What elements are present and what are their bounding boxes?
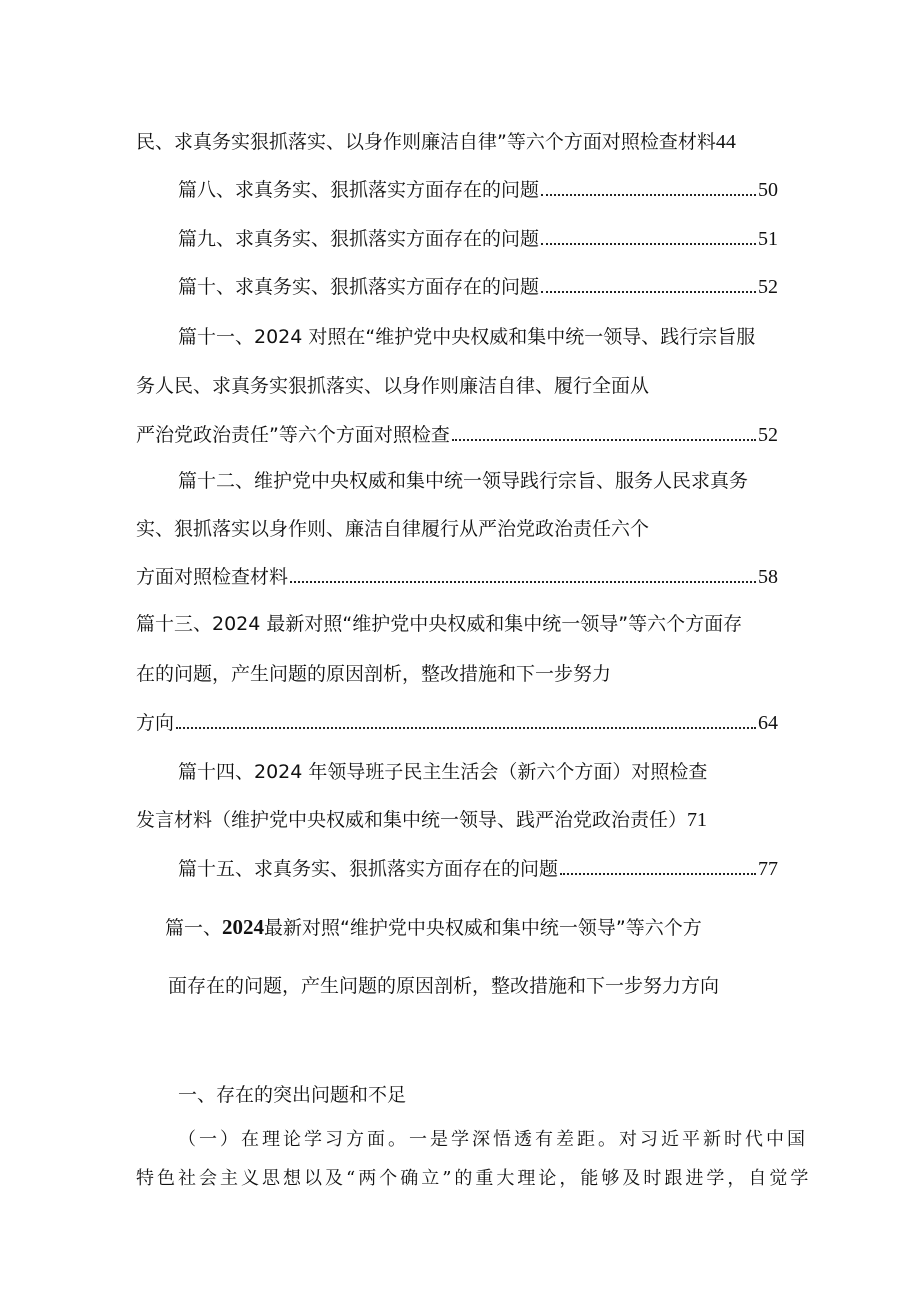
- toc-entry-8[interactable]: [178, 177, 778, 203]
- toc-entry-12-text-3: 方面对照检查材料: [136, 566, 289, 588]
- toc-entry-12-text-1: 篇十二、维护党中央权威和集中统一领导践行宗旨、服务人民求真务: [178, 470, 749, 492]
- article-title-year: 2024: [222, 915, 265, 939]
- toc-entry-14-text-1: 篇十四、2024 年领导班子民主生活会（新六个方面）对照检查: [178, 761, 708, 783]
- toc-entry-11-text-2: 务人民、求真务实狠抓落实、以身作则廉洁自律、履行全面从: [136, 375, 650, 397]
- toc-entry-12-page: 58: [758, 566, 778, 588]
- toc-entry-11-text-3: 严治党政治责任”等六个方面对照检查: [136, 424, 450, 446]
- article-title-line2-text: 面存在的问题，产生问题的原因剖析，整改措施和下一步努力方向: [168, 975, 720, 997]
- toc-entry-11-page: 52: [758, 424, 778, 446]
- toc-entry-7-text: 民、求真务实狠抓落实、以身作则廉洁自律”等六个方面对照检查材料: [136, 131, 716, 153]
- toc-entry-14-line1[interactable]: [178, 759, 707, 785]
- paragraph-line-2: [136, 1166, 811, 1192]
- toc-leader: [290, 581, 756, 583]
- article-title-prefix: 篇一、: [165, 917, 223, 939]
- toc-entry-10[interactable]: [178, 274, 778, 300]
- toc-entry-9-text: 篇九、求真务实、狠抓落实方面存在的问题: [178, 228, 540, 250]
- toc-entry-13-text-3: 方向: [136, 712, 175, 734]
- toc-entry-13-text-1: 篇十三、2024 最新对照“维护党中央权威和集中统一领导”等六个方面存: [136, 613, 743, 635]
- article-title-line2: [168, 973, 719, 999]
- toc-entry-14-line2[interactable]: [136, 807, 707, 833]
- toc-entry-13-line3[interactable]: [136, 710, 778, 736]
- toc-entry-12-line2[interactable]: [136, 516, 649, 542]
- toc-entry-15[interactable]: [178, 856, 778, 882]
- toc-entry-12-text-2: 实、狠抓落实以身作则、廉洁自律履行从严治党政治责任六个: [136, 518, 650, 540]
- toc-leader: [541, 243, 756, 245]
- toc-leader: [452, 439, 756, 441]
- paragraph-text-1: （一）在理论学习方面。一是学深悟透有差距。对习近平新时代中国: [178, 1129, 808, 1150]
- toc-entry-11-text-1: 篇十一、2024 对照在“维护党中央权威和集中统一领导、践行宗旨服: [178, 326, 756, 348]
- toc-entry-11-line3[interactable]: [136, 422, 778, 448]
- toc-entry-13-line1[interactable]: [136, 611, 742, 637]
- toc-entry-12-line3[interactable]: [136, 564, 778, 590]
- section-heading-text: 一、存在的突出问题和不足: [178, 1084, 407, 1106]
- toc-leader: [541, 291, 756, 293]
- toc-entry-10-page: 52: [758, 276, 778, 298]
- toc-entry-15-text: 篇十五、求真务实、狠抓落实方面存在的问题: [178, 858, 559, 880]
- paragraph-text-2: 特色社会主义思想以及“两个确立”的重大理论，能够及时跟进学，自觉学: [136, 1168, 812, 1189]
- toc-entry-12-line1[interactable]: [178, 468, 748, 494]
- toc-entry-15-page: 77: [758, 858, 778, 880]
- toc-entry-13-page: 64: [758, 712, 778, 734]
- toc-entry-11-line1[interactable]: [178, 324, 755, 350]
- toc-entry-13-text-2: 在的问题，产生问题的原因剖析，整改措施和下一步努力: [136, 663, 612, 685]
- toc-entry-7-page: 44: [715, 131, 736, 153]
- section-heading: [178, 1082, 406, 1108]
- toc-entry-9[interactable]: [178, 226, 778, 252]
- toc-entry-7-tail[interactable]: [136, 129, 736, 155]
- toc-entry-8-page: 50: [758, 179, 778, 201]
- toc-entry-13-line2[interactable]: [136, 661, 611, 687]
- toc-entry-9-page: 51: [758, 228, 778, 250]
- toc-entry-14-page: 71: [687, 809, 708, 831]
- toc-leader: [541, 194, 756, 196]
- toc-entry-14-text-2: 发言材料（维护党中央权威和集中统一领导、践严治党政治责任）: [136, 809, 688, 831]
- toc-entry-11-line2[interactable]: [136, 373, 649, 399]
- article-title-line1: [165, 914, 702, 941]
- toc-leader: [560, 873, 756, 875]
- toc-leader: [176, 727, 756, 729]
- paragraph-line-1: [178, 1127, 808, 1153]
- article-title-rest: 最新对照“维护党中央权威和集中统一领导”等六个方: [264, 917, 702, 939]
- toc-entry-8-text: 篇八、求真务实、狠抓落实方面存在的问题: [178, 179, 540, 201]
- toc-entry-10-text: 篇十、求真务实、狠抓落实方面存在的问题: [178, 276, 540, 298]
